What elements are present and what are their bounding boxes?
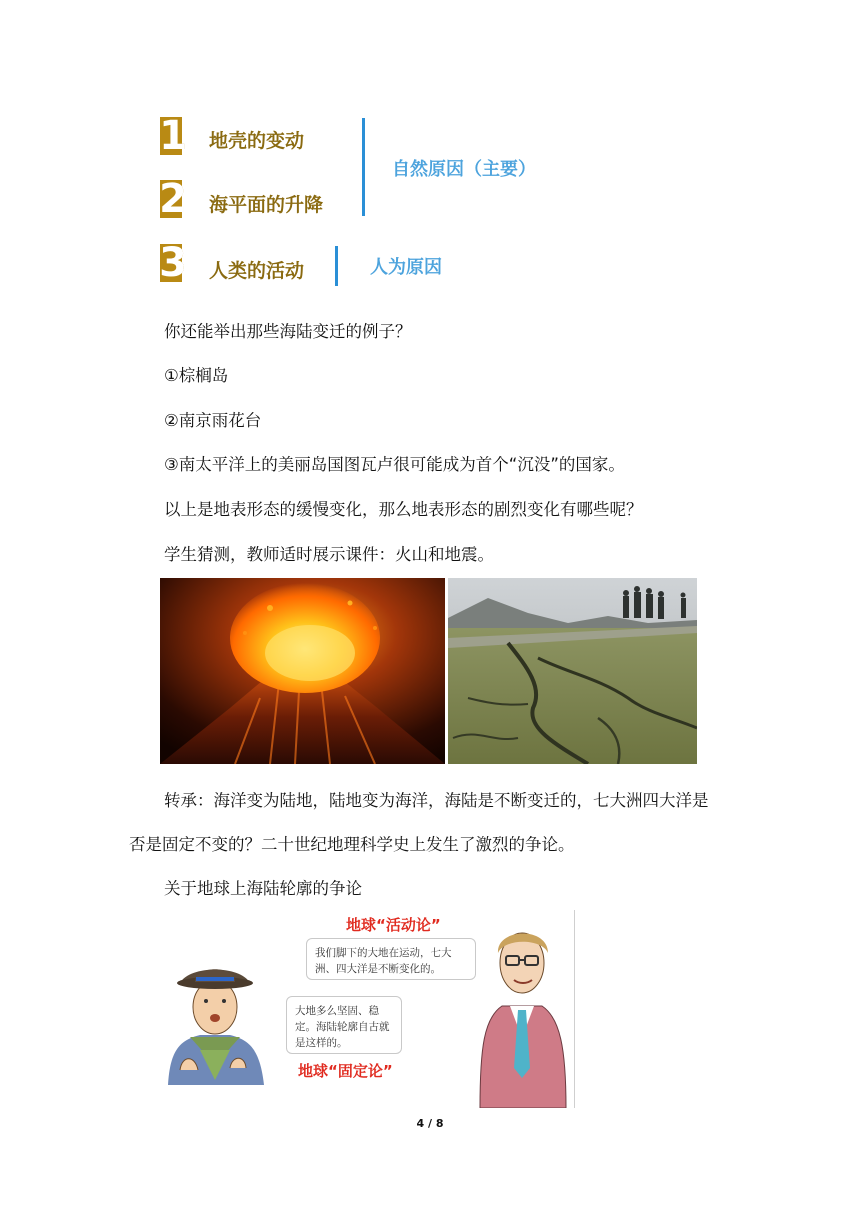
number-badge-2: 2 (159, 176, 187, 222)
factor-label-human: 人类的活动 (209, 260, 305, 282)
natural-cause-label: 自然原因（主要） (392, 159, 536, 180)
number-badge-3: 3 (159, 240, 187, 286)
slow-change-text: 以上是地表形态的缓慢变化，那么地表形态的剧烈变化有哪些呢？ (164, 500, 643, 519)
mobile-theory-bubble: 我们脚下的大地在运动，七大洲、四大洋是不断变化的。 (306, 938, 476, 980)
example-3: ③南太平洋上的美丽岛国图瓦卢很可能成为首个“沉没”的国家。 (164, 455, 625, 474)
volcano-photo (160, 578, 445, 764)
number-badge-1: 1 (159, 113, 187, 159)
factor-label-sea-level: 海平面的升降 (209, 194, 324, 216)
transition-line-1: 转承：海洋变为陆地，陆地变为海洋，海陆是不断变迁的，七大洲四大洋是 (164, 791, 709, 810)
fixed-theory-man (160, 955, 270, 1085)
fixed-theory-label: 地球“固定论” (298, 1062, 393, 1080)
example-2: ②南京雨花台 (164, 411, 262, 430)
factor-label-crust: 地壳的变动 (209, 130, 305, 152)
human-cause-bar (335, 246, 338, 286)
debate-title: 关于地球上海陆轮廓的争论 (164, 879, 362, 898)
human-cause-label: 人为原因 (370, 257, 442, 278)
example-1: ①棕榈岛 (164, 366, 229, 385)
mobile-theory-man (472, 918, 572, 1108)
natural-cause-bar (362, 118, 365, 216)
fixed-theory-bubble: 大地多么坚固、稳定。海陆轮廓自古就是这样的。 (286, 996, 402, 1054)
question-text: 你还能举出那些海陆变迁的例子？ (164, 322, 412, 341)
earthquake-photo (448, 578, 697, 764)
page-number: 4 / 8 (416, 1117, 444, 1130)
guess-text: 学生猜测，教师适时展示课件：火山和地震。 (164, 545, 494, 564)
mobile-theory-label: 地球“活动论” (346, 916, 441, 934)
transition-line-2: 否是固定不变的？二十世纪地理科学史上发生了激烈的争论。 (129, 835, 575, 854)
debate-cartoon (160, 910, 578, 1110)
